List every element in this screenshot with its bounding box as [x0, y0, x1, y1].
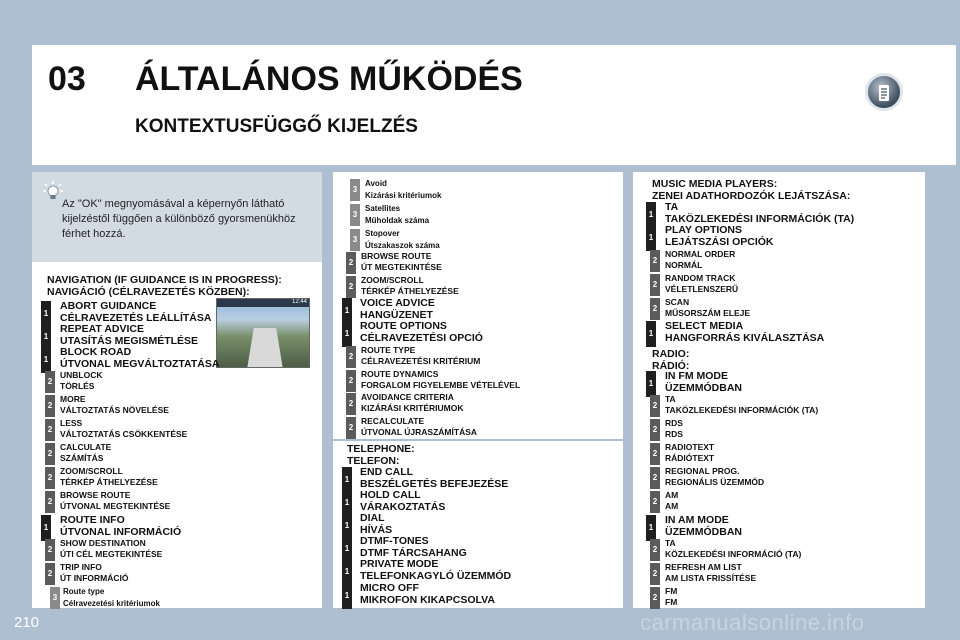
level-badge: 1	[41, 301, 51, 327]
menu-item-label: FM	[665, 586, 678, 596]
menu-item-label: PLAY OPTIONS	[665, 224, 743, 236]
radio-heading-hu: RÁDIÓ:	[652, 360, 690, 372]
section-divider	[333, 439, 623, 441]
menu-item-label-hu: DTMF TÁRCSAHANG	[360, 547, 467, 559]
menu-item-label-hu: MIKROFON KIKAPCSOLVA	[360, 594, 495, 606]
level-badge: 2	[650, 298, 660, 320]
menu-item-label: Satellites	[365, 204, 401, 213]
level-badge: 2	[650, 250, 660, 272]
menu-item-label-hu: ÜZEMMÓDBAN	[665, 382, 742, 394]
level-badge: 1	[646, 321, 656, 347]
menu-item-label-hu: LEJÁTSZÁSI OPCIÓK	[665, 236, 774, 248]
menu-item-label-hu: VÁLTOZTATÁS NÖVELÉSE	[60, 405, 169, 415]
menu-item-label: ABORT GUIDANCE	[60, 300, 157, 312]
level-badge: 2	[650, 491, 660, 513]
menu-item-label: ROUTE DYNAMICS	[361, 369, 439, 379]
level-badge: 1	[646, 202, 656, 228]
menu-item-label: PRIVATE MODE	[360, 558, 439, 570]
menu-item-label-hu: AM	[665, 501, 679, 511]
menu-item-label-hu: VÁLTOZTATÁS CSÖKKENTÉSE	[60, 429, 188, 439]
menu-item-label: UNBLOCK	[60, 370, 103, 380]
level-badge: 3	[350, 204, 360, 226]
screen-time: 12:44	[291, 299, 307, 305]
menu-item-label-hu: ÚTI CÉL MEGTEKINTÉSE	[60, 549, 163, 559]
level-badge: 1	[342, 490, 352, 516]
menu-item-label: BLOCK ROAD	[60, 346, 132, 358]
menu-item-label-hu: KÖZLEKEDÉSI INFORMÁCIÓ (TA)	[665, 549, 802, 559]
menu-item-label: MICRO OFF	[360, 582, 419, 594]
menu-item-label: RANDOM TRACK	[665, 273, 736, 283]
level-badge: 2	[45, 419, 55, 441]
menu-item-label: DIAL	[360, 512, 385, 524]
menu-item-label-hu: HANGFORRÁS KIVÁLASZTÁSA	[665, 332, 825, 344]
level-badge: 1	[41, 324, 51, 350]
menu-item-label: TA	[665, 201, 679, 213]
menu-item-label-hu: FORGALOM FIGYELEMBE VÉTELÉVEL	[361, 380, 521, 390]
menu-item-label-hu: Műholdak száma	[365, 216, 430, 225]
level-badge: 2	[346, 393, 356, 415]
menu-item-label-hu: REGIONÁLIS ÜZEMMÓD	[665, 477, 765, 487]
level-badge: 1	[342, 467, 352, 493]
radio-heading: RADIO:	[652, 348, 690, 360]
level-badge: 2	[45, 563, 55, 585]
menu-item-label-hu: HÍVÁS	[360, 524, 393, 536]
menu-item-label-hu: ÚTVONAL ÚJRASZÁMÍTÁSA	[361, 427, 478, 437]
menu-item-label-hu: ÜZEMMÓDBAN	[665, 526, 742, 538]
menu-item-label-hu: Útszakaszok száma	[365, 241, 440, 250]
watermark: carmanualsonline.info	[640, 610, 865, 635]
level-badge: 2	[45, 491, 55, 513]
menu-item-label-hu: TAKÖZLEKEDÉSI INFORMÁCIÓK (TA)	[665, 405, 819, 415]
menu-item-label-hu: CÉLRAVEZETÉSI OPCIÓ	[360, 332, 483, 344]
telephone-heading: TELEPHONE:	[347, 443, 415, 455]
screen-road	[246, 328, 283, 368]
menu-item-label-hu: FM	[665, 597, 678, 607]
lightbulb-icon	[42, 180, 64, 202]
menu-item-label-hu: MŰSORSZÁM ELEJE	[665, 308, 751, 318]
menu-item-label-hu: ÚTVONAL MEGVÁLTOZTATÁSA	[60, 358, 220, 370]
menu-item-label: Avoid	[365, 179, 387, 188]
menu-item-label-hu: TÉRKÉP ÁTHELYEZÉSE	[60, 477, 158, 487]
menu-item-label-hu: UTASÍTÁS MEGISMÉTLÉSE	[60, 335, 199, 347]
level-badge: 2	[650, 395, 660, 417]
menu-item-label: TA	[665, 538, 676, 548]
menu-item-label-hu: AM LISTA FRISSÍTÉSE	[665, 573, 757, 583]
menu-item-label: IN FM MODE	[665, 370, 728, 382]
level-badge: 1	[342, 513, 352, 539]
level-badge: 1	[646, 371, 656, 397]
menu-item-label-hu: ÚTVONAL INFORMÁCIÓ	[60, 526, 182, 538]
menu-item-label: END CALL	[360, 466, 414, 478]
level-badge: 2	[650, 443, 660, 465]
level-badge: 2	[650, 419, 660, 441]
menu-item-label: AVOIDANCE CRITERIA	[361, 392, 454, 402]
level-badge: 2	[650, 539, 660, 561]
menu-item-label: ROUTE TYPE	[361, 345, 416, 355]
level-badge: 1	[342, 559, 352, 585]
menu-item-label: RDS	[665, 418, 683, 428]
menu-item-label-hu: NORMÁL	[665, 260, 703, 270]
menu-item-label: REGIONAL PROG.	[665, 466, 740, 476]
menu-item-label-hu: ÚT INFORMÁCIÓ	[60, 573, 129, 583]
menu-item-label: REFRESH AM LIST	[665, 562, 742, 572]
menu-item-label-hu: KIZÁRÁSI KRITÉRIUMOK	[361, 403, 464, 413]
menu-item-label: VOICE ADVICE	[360, 297, 435, 309]
menu-item-label: ZOOM/SCROLL	[60, 466, 123, 476]
menu-item-label: Route type	[63, 587, 105, 596]
level-badge: 2	[650, 587, 660, 609]
telephone-heading-hu: TELEFON:	[347, 455, 400, 467]
menu-item-label-hu: VÉLETLENSZERŰ	[665, 284, 739, 294]
level-badge: 1	[342, 321, 352, 347]
navigation-screen-image	[216, 298, 310, 368]
level-badge: 2	[650, 563, 660, 585]
chapter-number: 03	[48, 60, 86, 98]
level-badge: 3	[50, 587, 60, 609]
menu-item-label: DTMF-TONES	[360, 535, 429, 547]
menu-item-label-hu: TÖRLÉS	[60, 381, 95, 391]
music-heading-hu: ZENEI ADATHORDOZÓK LEJÁTSZÁSA:	[652, 190, 851, 202]
menu-item-label: RECALCULATE	[361, 416, 425, 426]
level-badge: 1	[41, 347, 51, 373]
level-badge: 2	[346, 346, 356, 368]
menu-item-label-hu: TAKÖZLEKEDÉSI INFORMÁCIÓK (TA)	[665, 213, 855, 225]
level-badge: 2	[45, 443, 55, 465]
level-badge: 2	[45, 467, 55, 489]
level-badge: 1	[646, 515, 656, 541]
menu-item-label: ROUTE OPTIONS	[360, 320, 447, 332]
level-badge: 2	[346, 276, 356, 298]
music-heading: MUSIC MEDIA PLAYERS:	[652, 178, 778, 190]
menu-item-label-hu: ÚTVONAL MEGTEKINTÉSE	[60, 501, 171, 511]
menu-item-label-hu: BESZÉLGETÉS BEFEJEZÉSE	[360, 478, 509, 490]
info-text: Az "OK" megnyomásával a képernyőn látható kijelzéstől függően a különböző gyorsmenükhöz férhet hozzá.	[62, 198, 296, 240]
menu-item-label: BROWSE ROUTE	[361, 251, 432, 261]
menu-item-label: ZOOM/SCROLL	[361, 275, 424, 285]
menu-item-label: Stopover	[365, 229, 400, 238]
page-title: ÁLTALÁNOS MŰKÖDÉS	[135, 60, 523, 98]
navigation-heading: NAVIGATION (IF GUIDANCE IS IN PROGRESS):	[47, 274, 282, 286]
menu-item-label: HOLD CALL	[360, 489, 421, 501]
menu-item-label: CALCULATE	[60, 442, 112, 452]
level-badge: 3	[350, 229, 360, 251]
menu-item-label-hu: ÚT MEGTEKINTÉSE	[361, 262, 442, 272]
menu-item-label-hu: CÉLRAVEZETÉS LEÁLLÍTÁSA	[60, 312, 212, 324]
level-badge: 2	[346, 252, 356, 274]
level-badge: 2	[346, 370, 356, 392]
menu-item-label: REPEAT ADVICE	[60, 323, 145, 335]
level-badge: 2	[650, 274, 660, 296]
menu-item-label: SELECT MEDIA	[665, 320, 744, 332]
menu-item-label-hu: RDS	[665, 429, 683, 439]
level-badge: 2	[45, 371, 55, 393]
menu-item-label: SHOW DESTINATION	[60, 538, 146, 548]
menu-item-label: LESS	[60, 418, 83, 428]
menu-item-label: RADIOTEXT	[665, 442, 715, 452]
menu-item-label-hu: HANGÜZENET	[360, 309, 433, 321]
level-badge: 1	[646, 225, 656, 251]
menu-item-label-hu: TELEFONKAGYLÓ ÜZEMMÓD	[360, 570, 512, 582]
level-badge: 3	[350, 179, 360, 201]
menu-item-label: BROWSE ROUTE	[60, 490, 131, 500]
menu-item-label: MORE	[60, 394, 86, 404]
manual-book-icon	[865, 73, 903, 111]
level-badge: 1	[342, 298, 352, 324]
menu-item-label: TRIP INFO	[60, 562, 102, 572]
menu-item-label: ROUTE INFO	[60, 514, 125, 526]
navigation-heading-hu: NAVIGÁCIÓ (CÉLRAVEZETÉS KÖZBEN):	[47, 286, 250, 298]
menu-item-label: TA	[665, 394, 676, 404]
menu-item-label-hu: Kizárási kritériumok	[365, 191, 442, 200]
menu-item-label: SCAN	[665, 297, 690, 307]
menu-item-label-hu: Célravezetési kritériumok	[63, 599, 160, 608]
menu-item-label-hu: SZÁMÍTÁS	[60, 453, 104, 463]
level-badge: 1	[342, 536, 352, 562]
level-badge: 1	[41, 515, 51, 541]
menu-item-label: NORMAL ORDER	[665, 249, 736, 259]
menu-item-label-hu: CÉLRAVEZETÉSI KRITÉRIUM	[361, 356, 481, 366]
menu-item-label-hu: VÁRAKOZTATÁS	[360, 501, 446, 513]
level-badge: 2	[346, 417, 356, 439]
menu-item-label: AM	[665, 490, 679, 500]
level-badge: 1	[342, 583, 352, 609]
level-badge: 2	[45, 395, 55, 417]
level-badge: 2	[650, 467, 660, 489]
page-subtitle: KONTEXTUSFÜGGŐ KIJELZÉS	[135, 116, 418, 137]
menu-item-label: IN AM MODE	[665, 514, 729, 526]
page-number: 210	[14, 614, 40, 631]
menu-item-label-hu: RÁDIÓTEXT	[665, 453, 715, 463]
menu-item-label-hu: TÉRKÉP ÁTHELYEZÉSE	[361, 286, 459, 296]
level-badge: 2	[45, 539, 55, 561]
